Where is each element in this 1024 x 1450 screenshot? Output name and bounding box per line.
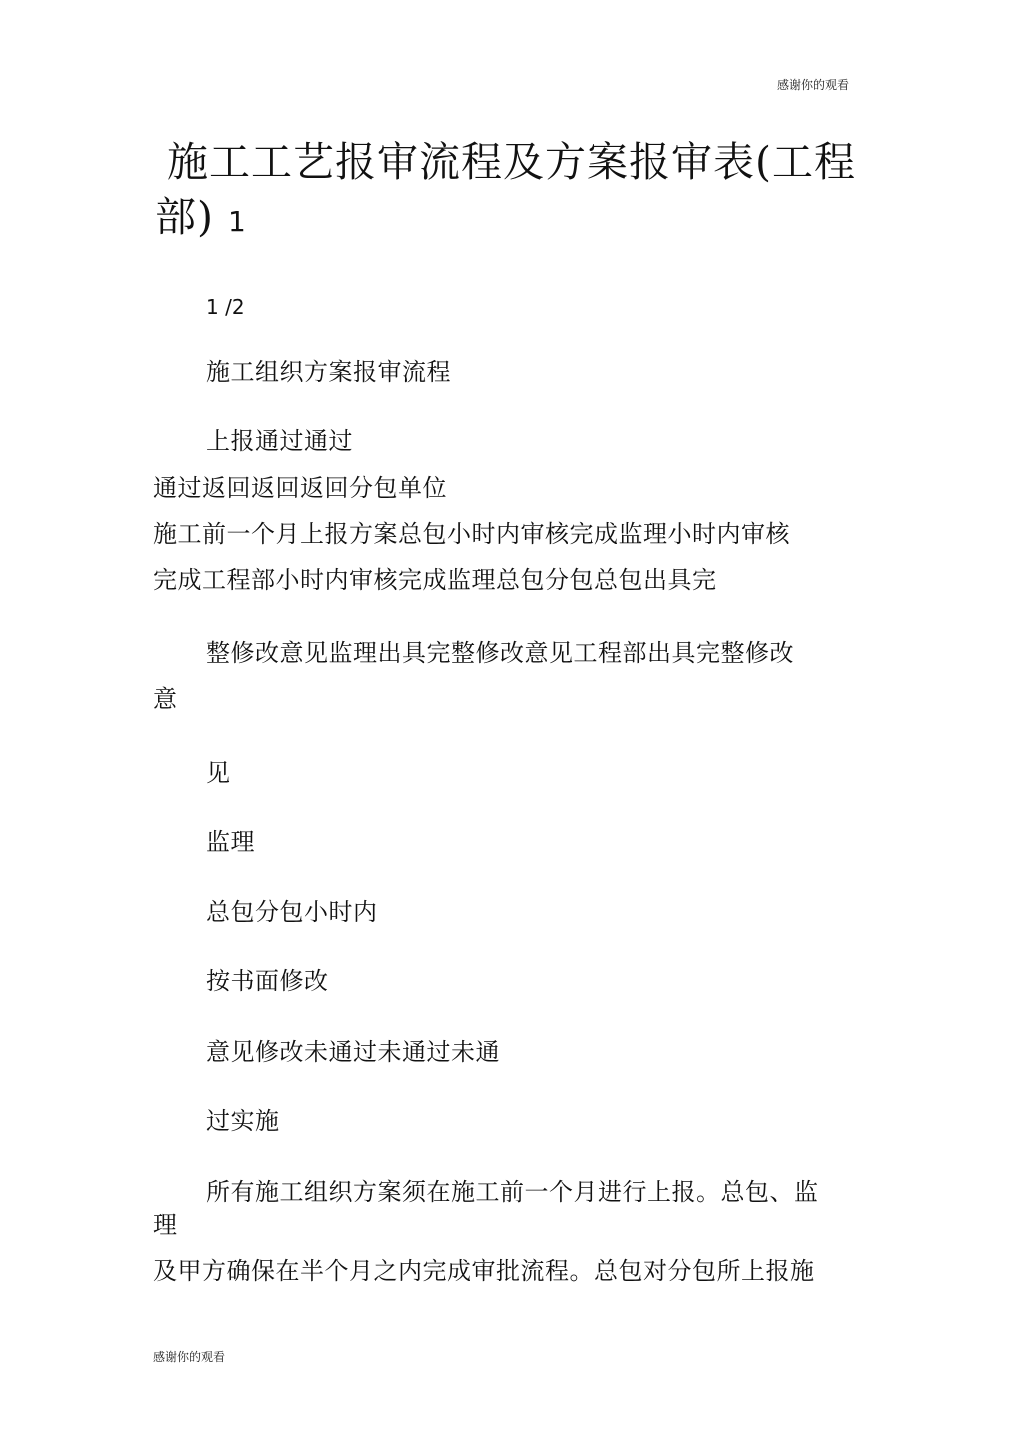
text-line-04: 施工前一个月上报方案总包小时内审核完成监理小时内审核 bbox=[153, 520, 790, 548]
text-line-03: 通过返回返回返回分包单位 bbox=[153, 474, 447, 502]
header-note: 感谢你的观看 bbox=[777, 78, 850, 92]
document-title-line-2 bbox=[155, 193, 247, 246]
text-line-09: 监理 bbox=[206, 828, 255, 856]
text-line-01: 施工组织方案报审流程 bbox=[206, 358, 451, 386]
text-line-06: 整修改意见监理出具完整修改意见工程部出具完整修改 bbox=[206, 639, 794, 667]
text-line-16: 及甲方确保在半个月之内完成审批流程。总包对分包所上报施 bbox=[153, 1257, 815, 1285]
document-title-number: 1 bbox=[228, 205, 247, 238]
page-indicator: 1 /2 bbox=[206, 295, 245, 319]
document-title-line-1: 施工工艺报审流程及方案报审表(工程 bbox=[167, 138, 856, 186]
text-line-05: 完成工程部小时内审核完成监理总包分包总包出具完 bbox=[153, 566, 717, 594]
text-line-13: 过实施 bbox=[206, 1107, 280, 1135]
text-line-07: 意 bbox=[153, 685, 178, 713]
text-line-14: 所有施工组织方案须在施工前一个月进行上报。总包、监 bbox=[206, 1178, 819, 1206]
document-title-line-2-text: 部) bbox=[155, 193, 214, 241]
text-line-02: 上报通过通过 bbox=[206, 427, 353, 455]
text-line-11: 按书面修改 bbox=[206, 967, 329, 995]
text-line-08: 见 bbox=[206, 759, 231, 787]
footer-note: 感谢你的观看 bbox=[153, 1350, 226, 1364]
text-line-10: 总包分包小时内 bbox=[206, 898, 378, 926]
text-line-15: 理 bbox=[153, 1211, 178, 1239]
text-line-12: 意见修改未通过未通过未通 bbox=[206, 1038, 500, 1066]
